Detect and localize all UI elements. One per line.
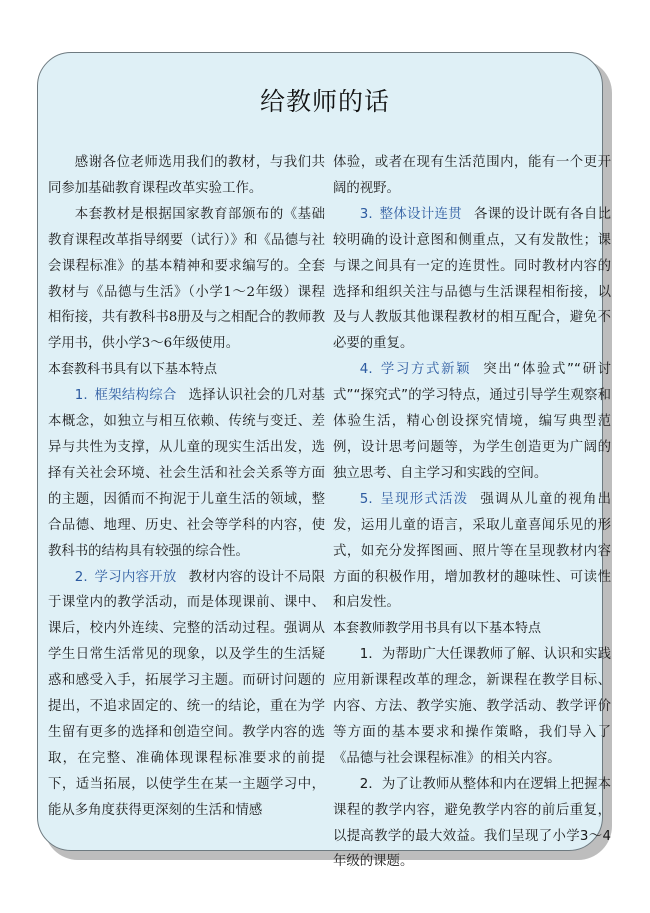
page-title: 给教师的话 xyxy=(259,87,390,116)
feature-2-title: 学习内容开放 xyxy=(94,569,177,585)
teacher-book-features-title: 本套教师教学用书具有以下基本特点 xyxy=(333,621,542,637)
feature-5-heading xyxy=(360,492,469,507)
feature-2 xyxy=(48,565,325,824)
feature-5 xyxy=(333,487,611,617)
feature-1-heading xyxy=(75,388,177,403)
feature-4-heading xyxy=(360,362,471,377)
left-column xyxy=(48,150,325,824)
feature-5-title: 呈现形式活泼 xyxy=(379,491,469,507)
feature-3-number: 3. xyxy=(359,206,373,222)
intro-paragraph-2: 本套教材是根据国家教育部颁布的《基础教育课程改革指导纲要（试行）》和《品德与社会课程标准》的基本精神和要求编写的。全套教材与《品德与生活》（小学1～2年级）课程相衔接，共有教科书8册及与之相配合的教师教学用书，供小学3～6年级使用。 xyxy=(48,206,325,352)
feature-4-title: 学习方式新颖 xyxy=(379,362,472,378)
feature-5-body: 强调从儿童的视角出发，运用儿童的语言，采取儿童喜闻乐见的形式，如充分发挥图画、照片等在呈现教材内容方面的积极作用，增加教材的趣味性、可读性和启发性。 xyxy=(333,491,612,611)
teacher-book-point-1: 1．为帮助广大任课教师了解、认识和实践应用新课程改革的理念，新课程在教学目标、内容、方法、教学实施、教学活动、教学评价等方面的基本要求和操作策略，我们导入了《品德与社会课程标准》的相关内容。 xyxy=(333,647,611,766)
feature-1-title: 框架结构综合 xyxy=(94,388,177,404)
feature-1-body: 选择认识社会的几对基本概念，如独立与相互依赖、传统与变迁、差异与共性为支撑，从儿童的现实生活出发，选择有关社会环境、社会生活和社会关系等方面的主题，因循而不拘泥于儿童生活的领域，整合品德、地理、历史、社会等学科的内容，使教科书的结构具有较强的综合性。 xyxy=(48,388,326,559)
feature-1 xyxy=(48,383,325,564)
feature-2-continuation: 体验，或者在现有生活范围内，能有一个更开阔的视野。 xyxy=(333,155,611,196)
feature-2-heading xyxy=(75,570,177,585)
feature-3-title: 整体设计连贯 xyxy=(379,206,462,222)
feature-1-number: 1. xyxy=(74,388,88,404)
intro-paragraph-1: 感谢各位老师选用我们的教材，与我们共同参加基础教育课程改革实验工作。 xyxy=(48,155,325,196)
feature-5-number: 5. xyxy=(359,491,373,507)
feature-4 xyxy=(333,357,611,487)
feature-2-number: 2. xyxy=(74,569,88,585)
feature-3-heading xyxy=(360,207,462,222)
feature-3 xyxy=(333,202,611,357)
teacher-book-point-2: 2．为了让教师从整体和内在逻辑上把握本课程的教学内容，避免教学内容的前后重复，以提高教学的最大效益。我们呈现了小学3～4年级的课题。 xyxy=(333,776,611,870)
textbook-features-title: 本套教科书具有以下基本特点 xyxy=(48,362,218,378)
feature-4-body: 突出“体验式”“研讨式”“探究式”的学习特点，通过引导学生观察和体验生活，精心创设探究情境，编写典型范例，设计思考问题等，为学生创造更为广阔的独立思考、自主学习和实践的空间。 xyxy=(333,362,612,481)
feature-4-number: 4. xyxy=(359,362,373,378)
feature-2-body: 教材内容的设计不局限于课堂内的教学活动，而是体现课前、课中、课后，校内外连续、完整的活动过程。强调从学生日常生活常见的现象，以及学生的生活疑惑和感受入手，拓展学习主题。而研讨问题的提出，不追求固定的、统一的结论，重在为学生留有更多的选择和创造空间。教学内容的选取，在完整、准确体现课程标准要求的前提下，适当拓展，以使学生在某一主题学习中，能从多角度获得更深刻的生活和情感 xyxy=(48,569,326,818)
right-column xyxy=(333,150,611,875)
feature-3-body: 各课的设计既有各自比较明确的设计意图和侧重点，又有发散性；课与课之间具有一定的连贯性。同时教材内容的选择和组织关注与品德与生活课程相衔接，以及与人教版其他课程教材的相互配合，避免不必要的重复。 xyxy=(333,206,612,352)
